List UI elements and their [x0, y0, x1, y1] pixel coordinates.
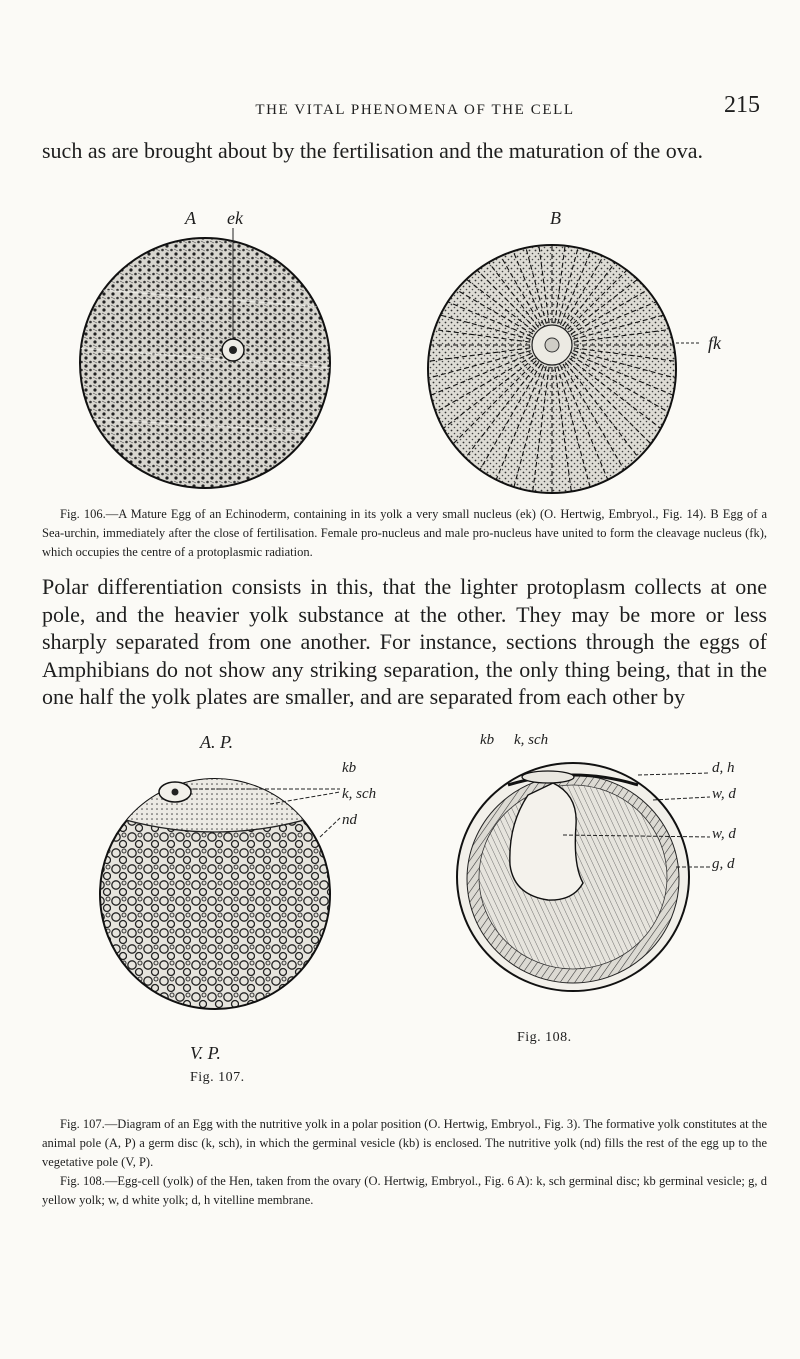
fig108-label-dh: d, h: [712, 760, 735, 776]
fig108-diagram: [448, 755, 713, 1010]
fig108-tag: Fig. 108.: [517, 1030, 572, 1045]
running-head: THE VITAL PHENOMENA OF THE CELL: [255, 102, 575, 118]
fig107-diagram: [95, 752, 375, 1030]
fig107-caption: Fig. 107.—Diagram of an Egg with the nutritive yolk in a polar position (O. Hertwig, Embryol., Fig. 3). The formative yolk constitutes at the animal pole (A, P) a germ disc (k, sch), in which the germinal vesicle (kb) is enclosed. The nutritive yolk (nd) fills the rest of the egg up to the vegetative pole (V, P).: [42, 1117, 767, 1169]
fig106-label-fk: fk: [708, 333, 721, 353]
fig107-label-nd: nd: [342, 812, 357, 828]
fig106-egg-b: [420, 243, 700, 501]
fig107-108-captions: [42, 1115, 767, 1210]
fig108-label-gd: g, d: [712, 856, 735, 872]
fig106-egg-a: [75, 228, 335, 498]
fig108-label-wd1: w, d: [712, 786, 736, 802]
fig107-label-ap: A. P.: [200, 732, 234, 752]
page-number: 215: [724, 92, 760, 118]
fig107-label-vp: V. P.: [190, 1043, 221, 1063]
fig106-label-a: A: [185, 208, 196, 228]
fig106-label-ek: ek: [227, 208, 243, 228]
fig108-label-wd2: w, d: [712, 826, 736, 842]
fig106-label-b: B: [550, 208, 561, 228]
fig106-caption: Fig. 106.—A Mature Egg of an Echinoderm, containing in its yolk a very small nucleus (ek) (O. Hertwig, Embryol., Fig. 14). B Egg of a Sea-urchin, immediately after the close of fertilisation. Female pro-nucleus and male pro-nucleus have united to form the cleavage nucleus (fk), which occupies the centre of a protoplasmic radiation.: [42, 507, 767, 559]
fig108-caption: Fig. 108.—Egg-cell (yolk) of the Hen, taken from the ovary (O. Hertwig, Embryol., Fig. 6 A): k, sch germinal disc; kb germinal vesicle; g, d yellow yolk; w, d white yolk; d, h vitelline membrane.: [42, 1174, 767, 1207]
fig107-tag: Fig. 107.: [190, 1070, 245, 1085]
body-paragraph: Polar differentiation consists in this, that the lighter protoplasm collects at one pole, and the heavier yolk substance at the other. They may be more or less sharply separated from one another. For instance, sections through the eggs of Amphibians do not show any striking separation, the only thing being, that in the one half the yolk plates are smaller, and are separated from each other by: [42, 574, 767, 709]
fig107-label-ksch: k, sch: [342, 786, 377, 802]
page-header: [0, 92, 800, 122]
fig108-label-ksch: k, sch: [514, 732, 549, 748]
fig108-label-kb: kb: [480, 732, 495, 748]
intro-paragraph: such as are brought about by the fertilisation and the maturation of the ova.: [42, 138, 704, 163]
fig107-label-kb: kb: [342, 760, 357, 776]
